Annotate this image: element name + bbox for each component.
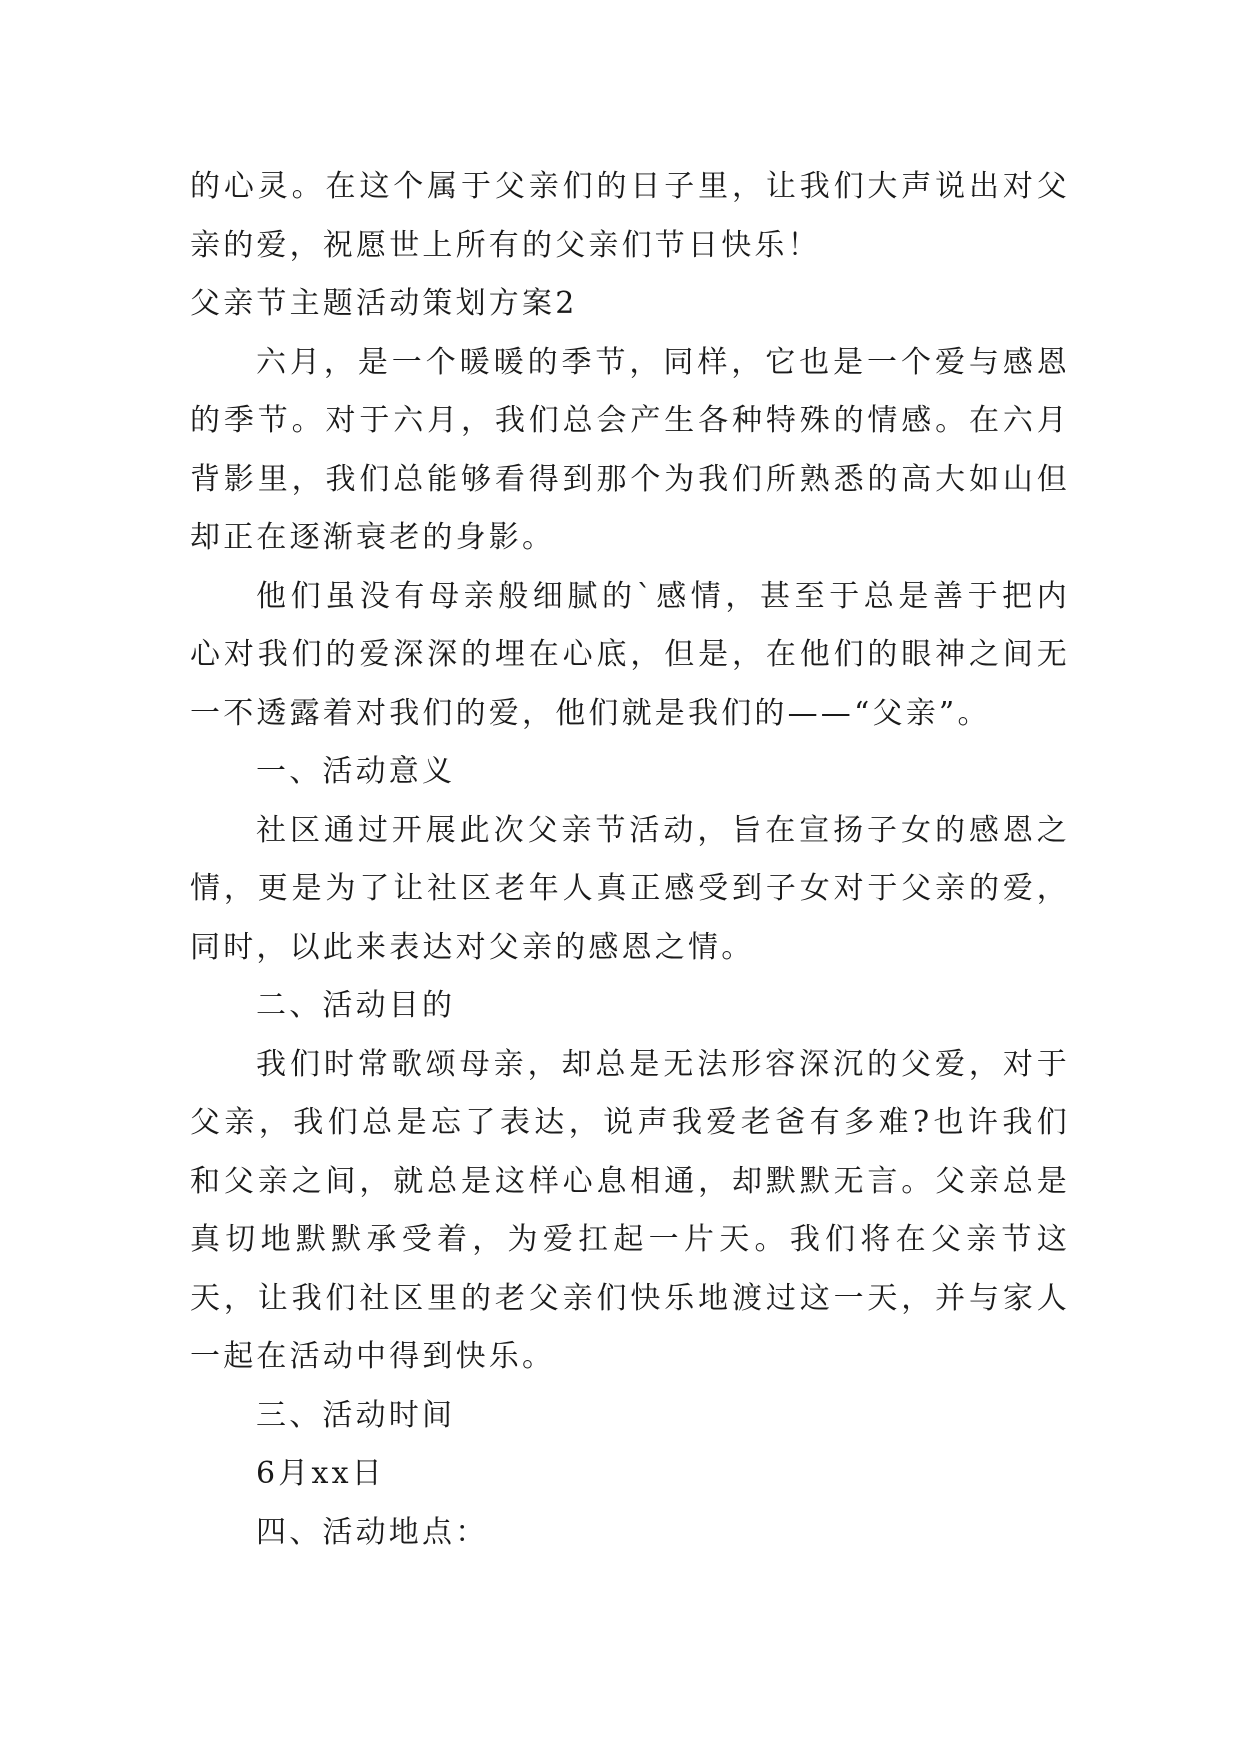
paragraph-closing-blessing: 的心灵。在这个属于父亲们的日子里，让我们大声说出对父亲的爱，祝愿世上所有的父亲们节日快乐！ [190,169,1070,263]
paragraph-activity-purpose: 我们时常歌颂母亲，却总是无法形容深沉的父爱，对于父亲，我们总是忘了表达，说声我爱老爸有多难?也许我们和父亲之间，就总是这样心息相通，却默默无言。父亲总是真切地默默承受着，为爱扛起一片天。我们将在父亲节这天，让我们社区里的老父亲们快乐地渡过这一天，并与家人一起在活动中得到快乐。 [190,1046,1070,1374]
heading-activity-location: 四、活动地点： [256,1514,489,1550]
document-body [190,158,1070,1562]
heading-activity-time: 三、活动时间 [256,1397,456,1433]
paragraph-activity-meaning: 社区通过开展此次父亲节活动，旨在宣扬子女的感恩之情，更是为了让社区老年人真正感受到子女对于父亲的爱，同时，以此来表达对父亲的感恩之情。 [190,812,1070,965]
paragraph-fathers-love: 他们虽没有母亲般细腻的`感情，甚至于总是善于把内心对我们的爱深深的埋在心底，但是，在他们的眼神之间无一不透露着对我们的爱，他们就是我们的——“父亲”。 [190,578,1070,731]
heading-activity-purpose: 二、活动目的 [256,988,456,1023]
heading-activity-meaning: 一、活动意义 [256,754,456,789]
paragraph-activity-date: 6月xx日 [256,1456,385,1491]
paragraph-june-intro: 六月，是一个暖暖的季节，同样，它也是一个爱与感恩的季节。对于六月，我们总会产生各种特殊的情感。在六月背影里，我们总能够看得到那个为我们所熟悉的高大如山但却正在逐渐衰老的身影。 [190,344,1070,555]
section-title-plan-2: 父亲节主题活动策划方案2 [190,286,578,321]
